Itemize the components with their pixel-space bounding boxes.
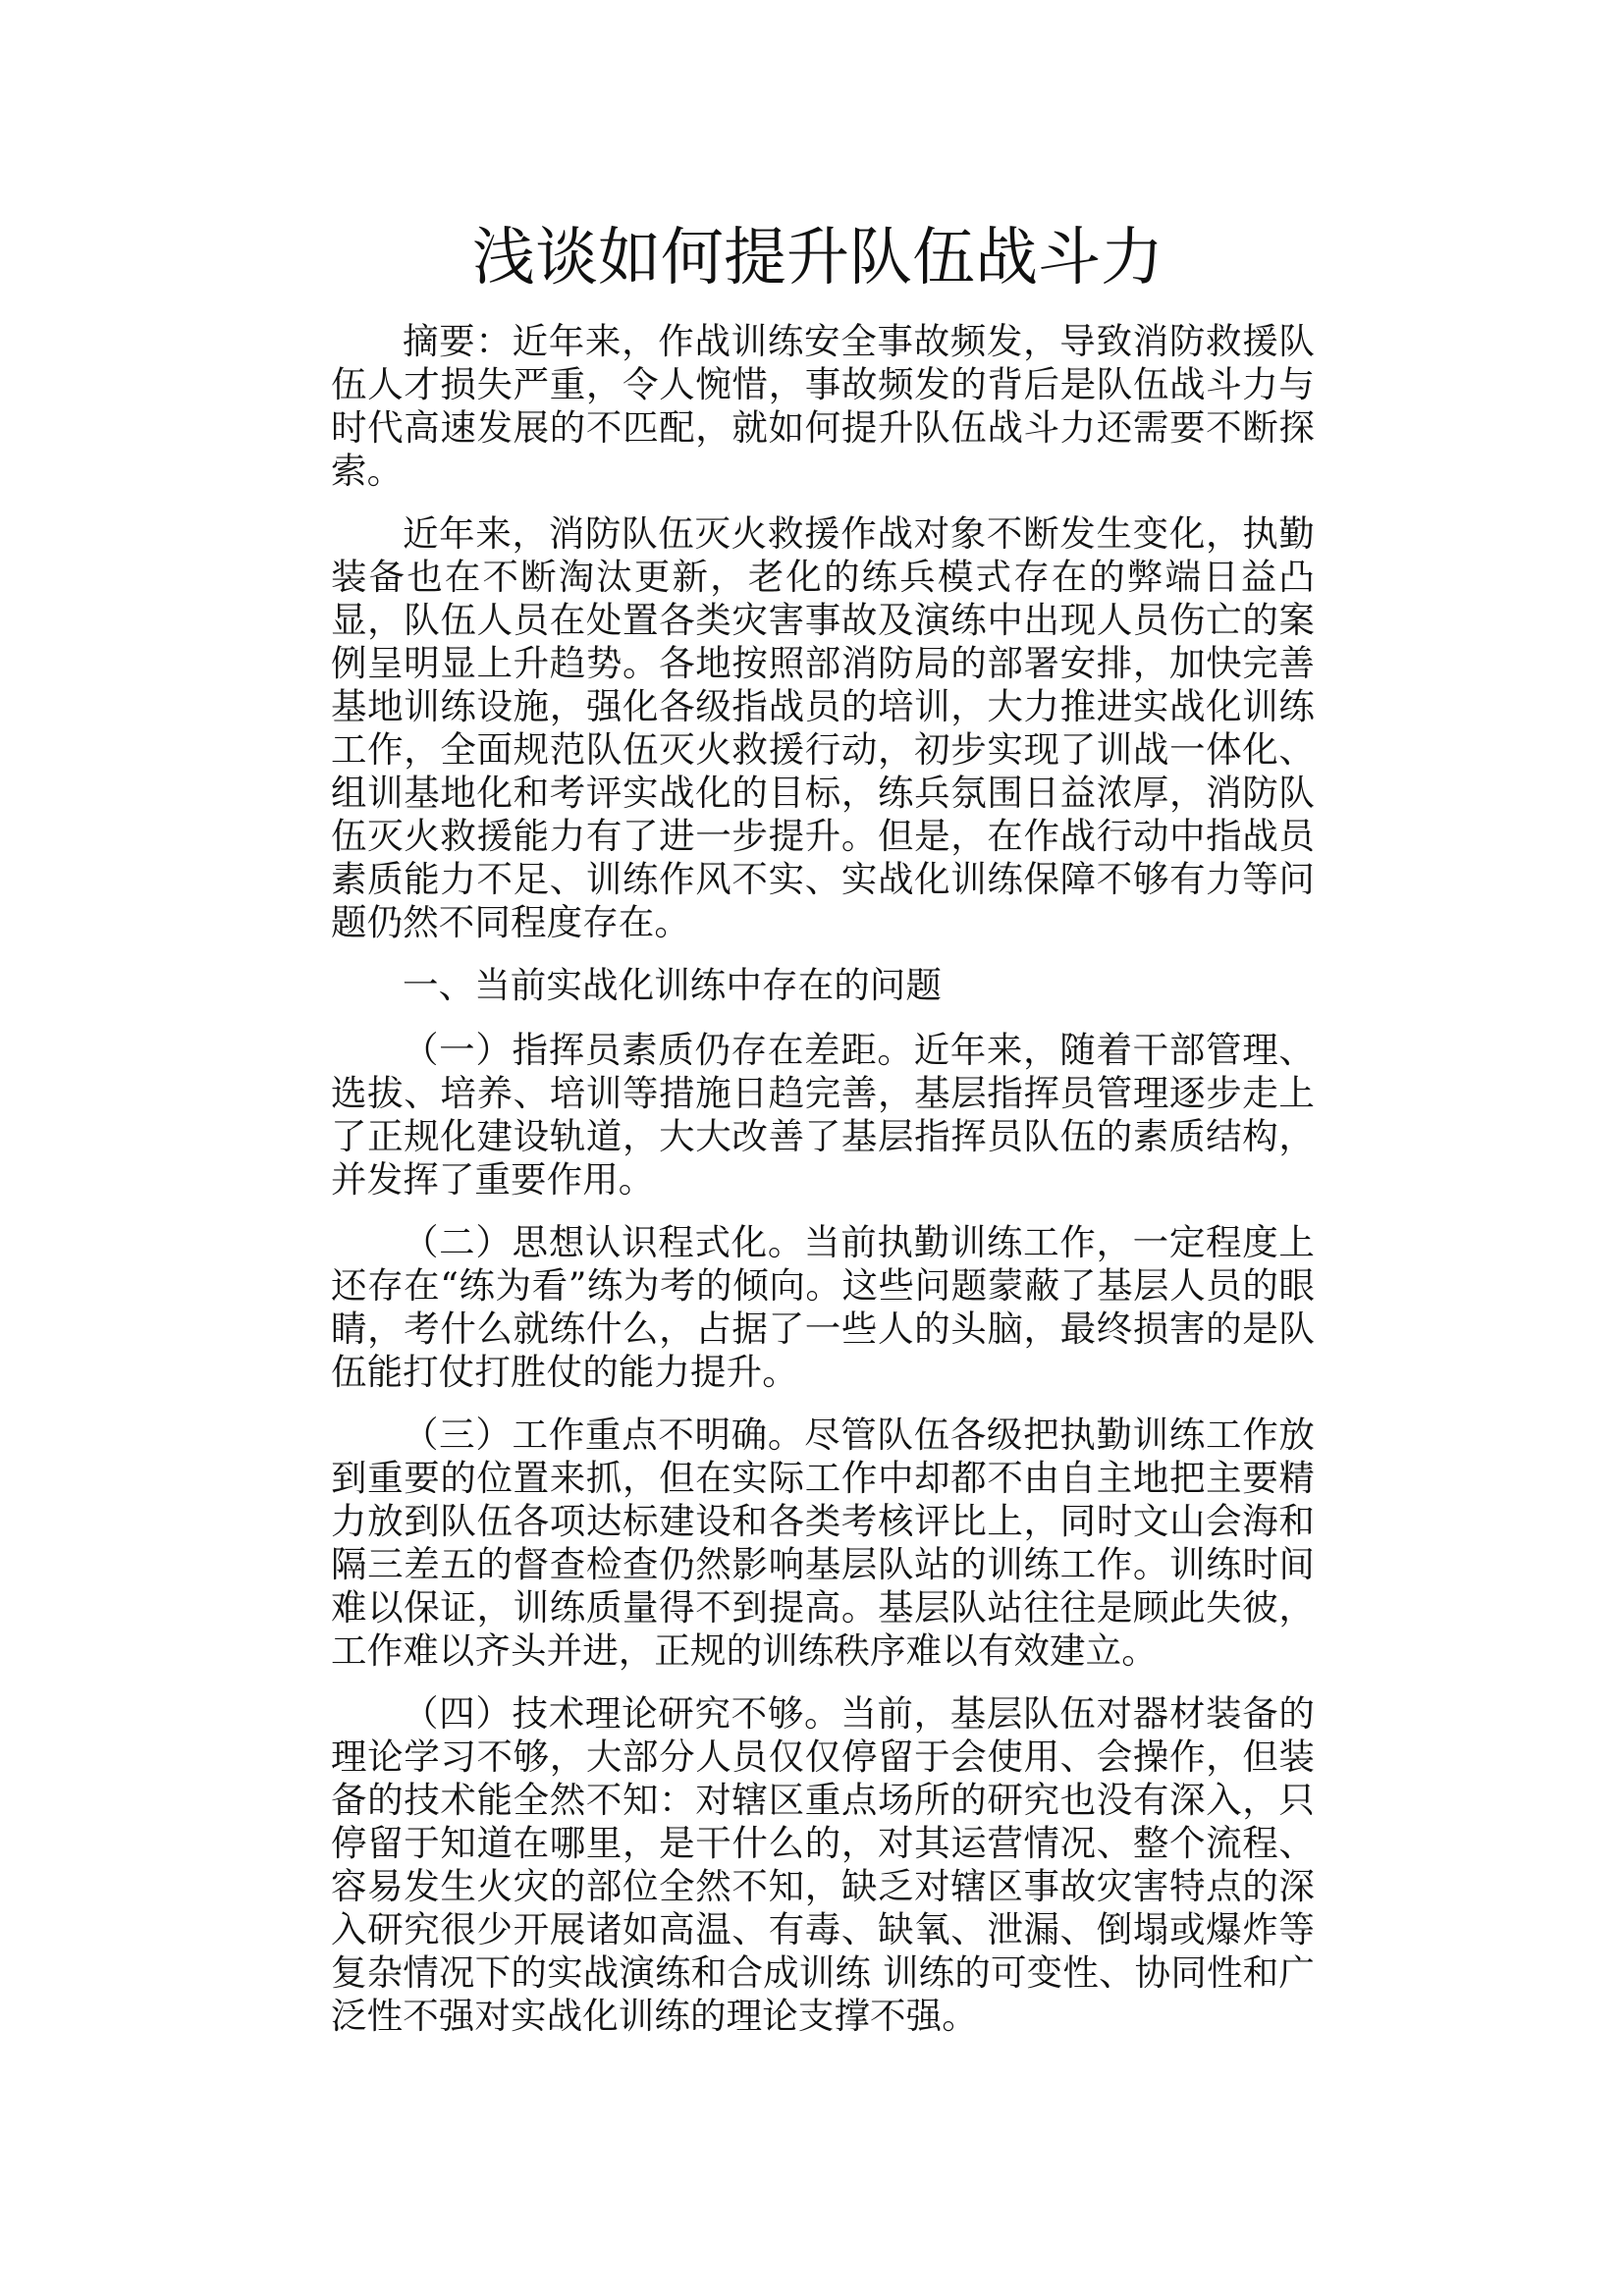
body-paragraph: （二）思想认识程式化。当前执勤训练工作，一定程度上还存在“练为看”练为考的倾向。这些问题蒙蔽了基层人员的眼睛，考什么就练什么，占据了一些人的头脑，最终损害的是队伍能打仗打胜仗的能力提升。 [331,1221,1315,1393]
intro-paragraph: 近年来，消防队伍灭火救援作战对象不断发生变化，执勤装备也在不断淘汰更新，老化的练兵模式存在的弊端日益凸显，队伍人员在处置各类灾害事故及演练中出现人员伤亡的案例呈明显上升趋势。各地按照部消防局的部署安排，加快完善基地训练设施，强化各级指战员的培训，大力推进实战化训练工作，全面规范队伍灭火救援行动，初步实现了训战一体化、组训基地化和考评实战化的目标，练兵氛围日益浓厚，消防队伍灭火救援能力有了进一步提升。但是，在作战行动中指战员素质能力不足、训练作风不实、实战化训练保障不够有力等问题仍然不同程度存在。 [331,512,1315,943]
abstract-paragraph: 摘要：近年来，作战训练安全事故频发，导致消防救援队伍人才损失严重，令人惋惜，事故频发的背后是队伍战斗力与时代高速发展的不匹配，就如何提升队伍战斗力还需要不断探索。 [331,320,1315,492]
body-paragraph: （四）技术理论研究不够。当前，基层队伍对器材装备的理论学习不够，大部分人员仅仅停留于会使用、会操作，但装备的技术能全然不知：对辖区重点场所的研究也没有深入，只停留于知道在哪里，是干什么的，对其运营情况、整个流程、容易发生火灾的部位全然不知，缺乏对辖区事故灾害特点的深入研究很少开展诸如高温、有毒、缺氧、泄漏、倒塌或爆炸等复杂情况下的实战演练和合成训练 训练的可变性、协同性和广泛性不强对实战化训练的理论支撑不强。 [331,1692,1315,2037]
document-page [331,214,1315,2057]
body-paragraph: （一）指挥员素质仍存在差距。近年来，随着干部管理、选拔、培养、培训等措施日趋完善，基层指挥员管理逐步走上了正规化建设轨道，大大改善了基层指挥员队伍的素质结构，并发挥了重要作用。 [331,1029,1315,1201]
document-title: 浅谈如何提升队伍战斗力 [472,222,1164,294]
section-heading: 一、当前实战化训练中存在的问题 [403,964,942,1006]
body-paragraph: （三）工作重点不明确。尽管队伍各级把执勤训练工作放到重要的位置来抓，但在实际工作中却都不由自主地把主要精力放到队伍各项达标建设和各类考核评比上，同时文山会海和隔三差五的督查检查仍然影响基层队站的训练工作。训练时间难以保证，训练质量得不到提高。基层队站往往是顾此失彼，工作难以齐头并进，正规的训练秩序难以有效建立。 [331,1414,1315,1672]
